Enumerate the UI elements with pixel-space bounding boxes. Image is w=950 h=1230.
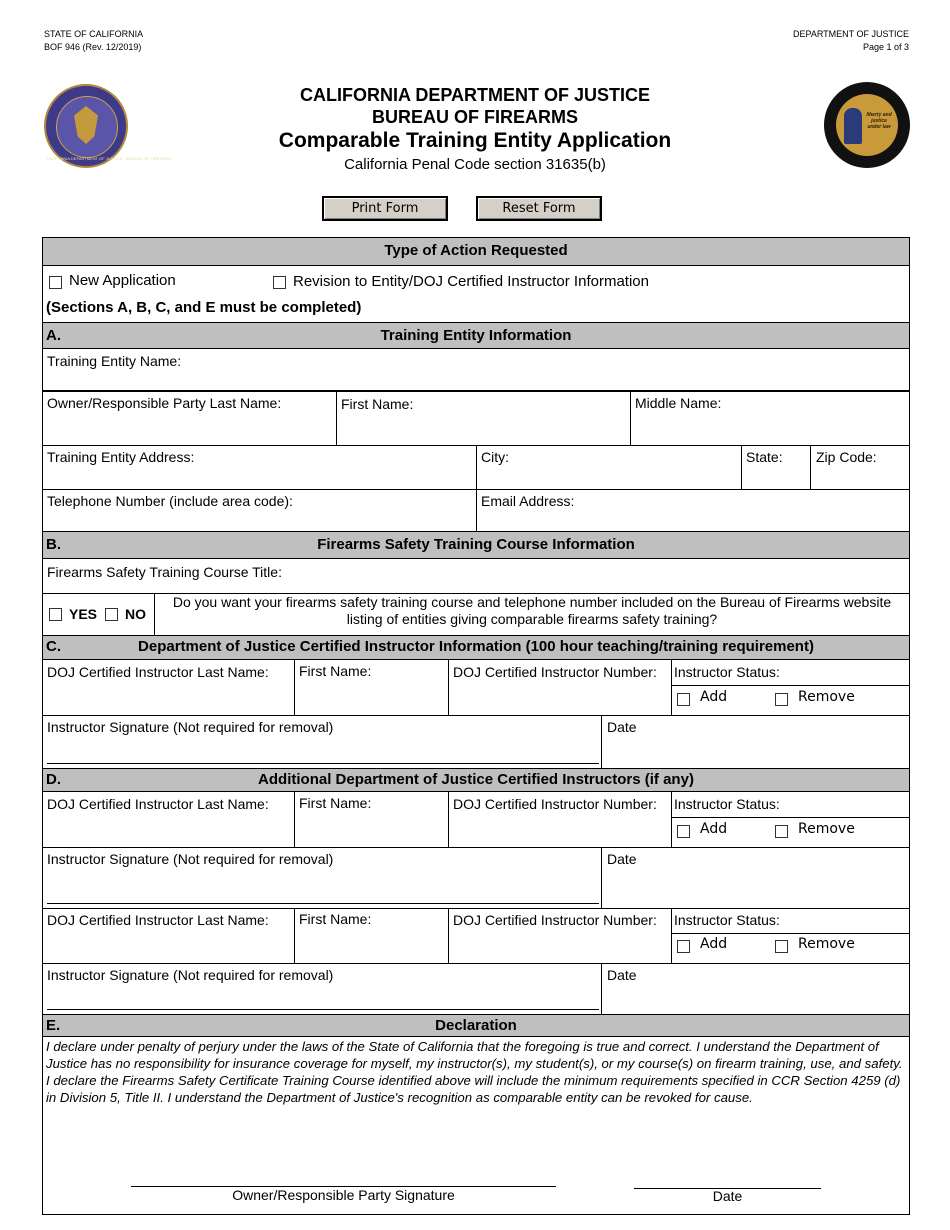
owner-middle-name-field[interactable] xyxy=(631,414,909,444)
new-application-checkbox[interactable] xyxy=(49,276,62,289)
d2-instructor-last-name-field[interactable] xyxy=(43,930,293,962)
action-header: Type of Action Requested xyxy=(43,238,909,266)
entity-address-field[interactable] xyxy=(43,468,475,488)
revision-label: Revision to Entity/DOJ Certified Instructor Information xyxy=(293,273,649,290)
c-instructor-first-name-label: First Name: xyxy=(299,663,372,679)
bureau-of-firearms-seal: CALIFORNIA DEPARTMENT OF JUSTICE · BUREAU OF FIREARMS xyxy=(44,84,128,168)
c-signature-line[interactable] xyxy=(47,763,599,764)
zip-code-label: Zip Code: xyxy=(816,449,877,465)
d2-remove-label: Remove xyxy=(798,936,855,952)
title-bureau: BUREAU OF FIREARMS xyxy=(372,107,578,127)
d2-remove-checkbox[interactable] xyxy=(775,940,788,953)
d2-add-checkbox[interactable] xyxy=(677,940,690,953)
c-remove-checkbox[interactable] xyxy=(775,693,788,706)
entity-name-field[interactable] xyxy=(43,370,909,390)
course-title-field[interactable] xyxy=(43,580,909,592)
section-b-header: B. Firearms Safety Training Course Information xyxy=(43,531,909,559)
city-label: City: xyxy=(481,449,509,465)
d1-instructor-number-field[interactable] xyxy=(449,814,670,846)
new-application-label: New Application xyxy=(69,272,176,289)
application-form xyxy=(42,237,910,1215)
d2-add-label: Add xyxy=(700,936,728,952)
title-doj: CALIFORNIA DEPARTMENT OF JUSTICE xyxy=(300,85,650,105)
d1-instructor-first-name-field[interactable] xyxy=(295,814,447,846)
d2-instructor-first-name-field[interactable] xyxy=(295,930,447,962)
c-remove-label: Remove xyxy=(798,689,855,705)
state-field[interactable] xyxy=(742,468,809,488)
d1-instructor-status-label: Instructor Status: xyxy=(674,796,780,812)
reset-form-button[interactable]: Reset Form xyxy=(476,196,602,221)
course-title-label: Firearms Safety Training Course Title: xyxy=(47,564,282,580)
d1-instructor-number-label: DOJ Certified Instructor Number: xyxy=(453,796,657,812)
d2-signature-line[interactable] xyxy=(47,1009,599,1010)
email-field[interactable] xyxy=(477,511,909,531)
form-id: BOF 946 (Rev. 12/2019) xyxy=(44,42,142,52)
d2-date-field[interactable] xyxy=(603,986,909,1012)
listing-question-line2: listing of entities giving comparable firearms safety training? xyxy=(346,611,718,627)
d2-instructor-status-label: Instructor Status: xyxy=(674,912,780,928)
telephone-label: Telephone Number (include area code): xyxy=(47,493,293,509)
revision-checkbox[interactable] xyxy=(273,276,286,289)
d1-signature-line[interactable] xyxy=(47,903,599,904)
section-e-header: E. Declaration xyxy=(43,1014,909,1037)
c-instructor-first-name-field[interactable] xyxy=(295,682,447,714)
d1-date-field[interactable] xyxy=(603,870,909,906)
c-instructor-last-name-field[interactable] xyxy=(43,682,293,714)
attorney-general-seal: liberty and justice under law xyxy=(824,82,910,168)
d2-instructor-first-name-label: First Name: xyxy=(299,911,372,927)
subtitle: California Penal Code section 31635(b) xyxy=(344,156,606,173)
d1-add-label: Add xyxy=(700,821,728,837)
section-c-header: C. Department of Justice Certified Instructor Information (100 hour teaching/training requirement) xyxy=(43,635,909,660)
entity-address-label: Training Entity Address: xyxy=(47,449,195,465)
declaration-text: I declare under penalty of perjury under the laws of the State of California that the foregoing is true and correct. I understand the Department of Justice has no responsibility for insurance coverage for myself, my instructor(s), my student(s), or my course(s) on firearm training, use, and safety. I declare the Firearms Safety Certificate Training Course identified above will include the minimum requirements specified in CCR Section 4259 (d) in Division 5, Title II. I understand the Department of Justice's recognition as comparable entity can be revoked for cause. xyxy=(46,1039,903,1105)
d1-date-label: Date xyxy=(607,851,637,867)
c-add-checkbox[interactable] xyxy=(677,693,690,706)
owner-last-name-field[interactable] xyxy=(43,414,335,444)
no-label: NO xyxy=(125,606,146,622)
d2-instructor-number-field[interactable] xyxy=(449,930,670,962)
c-instructor-last-name-label: DOJ Certified Instructor Last Name: xyxy=(47,664,269,680)
d1-instructor-first-name-label: First Name: xyxy=(299,795,372,811)
email-label: Email Address: xyxy=(481,493,575,509)
section-d-header: D. Additional Department of Justice Certified Instructors (if any) xyxy=(43,768,909,792)
d1-signature-label: Instructor Signature (Not required for removal) xyxy=(47,851,334,867)
d2-signature-label: Instructor Signature (Not required for removal) xyxy=(47,967,334,983)
yes-checkbox[interactable] xyxy=(49,608,62,621)
c-signature-label: Instructor Signature (Not required for removal) xyxy=(47,719,334,735)
c-instructor-status-label: Instructor Status: xyxy=(674,664,780,680)
zip-code-field[interactable] xyxy=(811,468,909,488)
page-title: Comparable Training Entity Application xyxy=(278,129,672,152)
yes-label: YES xyxy=(69,606,98,622)
d2-instructor-number-label: DOJ Certified Instructor Number: xyxy=(453,912,657,928)
owner-first-name-field[interactable] xyxy=(337,414,629,444)
d1-instructor-last-name-label: DOJ Certified Instructor Last Name: xyxy=(47,796,269,812)
owner-middle-name-label: Middle Name: xyxy=(635,395,722,411)
c-date-field[interactable] xyxy=(603,738,909,766)
d1-remove-label: Remove xyxy=(798,821,855,837)
d2-date-label: Date xyxy=(607,967,637,983)
state-field-label: State: xyxy=(746,449,783,465)
d2-instructor-last-name-label: DOJ Certified Instructor Last Name: xyxy=(47,912,269,928)
c-add-label: Add xyxy=(700,689,728,705)
section-a-header: A. Training Entity Information xyxy=(43,322,909,349)
d1-add-checkbox[interactable] xyxy=(677,825,690,838)
department-label: DEPARTMENT OF JUSTICE xyxy=(792,29,909,39)
owner-first-name-label: First Name: xyxy=(341,396,414,412)
sections-note: (Sections A, B, C, and E must be completed) xyxy=(46,299,362,316)
c-date-label: Date xyxy=(607,719,637,735)
c-instructor-number-field[interactable] xyxy=(449,682,670,714)
listing-question-line1: Do you want your firearms safety training course and telephone number included on the Bureau of Firearms website xyxy=(172,594,892,610)
d1-remove-checkbox[interactable] xyxy=(775,825,788,838)
state-label: STATE OF CALIFORNIA xyxy=(44,29,144,39)
telephone-field[interactable] xyxy=(43,511,475,531)
d1-instructor-last-name-field[interactable] xyxy=(43,814,293,846)
page-number: Page 1 of 3 xyxy=(862,42,909,52)
print-form-button[interactable]: Print Form xyxy=(322,196,448,221)
city-field[interactable] xyxy=(477,468,740,488)
c-instructor-number-label: DOJ Certified Instructor Number: xyxy=(453,664,657,680)
declaration-date-label: Date xyxy=(712,1188,743,1204)
owner-last-name-label: Owner/Responsible Party Last Name: xyxy=(47,395,282,411)
owner-signature-label: Owner/Responsible Party Signature xyxy=(232,1187,455,1203)
entity-name-label: Training Entity Name: xyxy=(47,353,182,369)
no-checkbox[interactable] xyxy=(105,608,118,621)
